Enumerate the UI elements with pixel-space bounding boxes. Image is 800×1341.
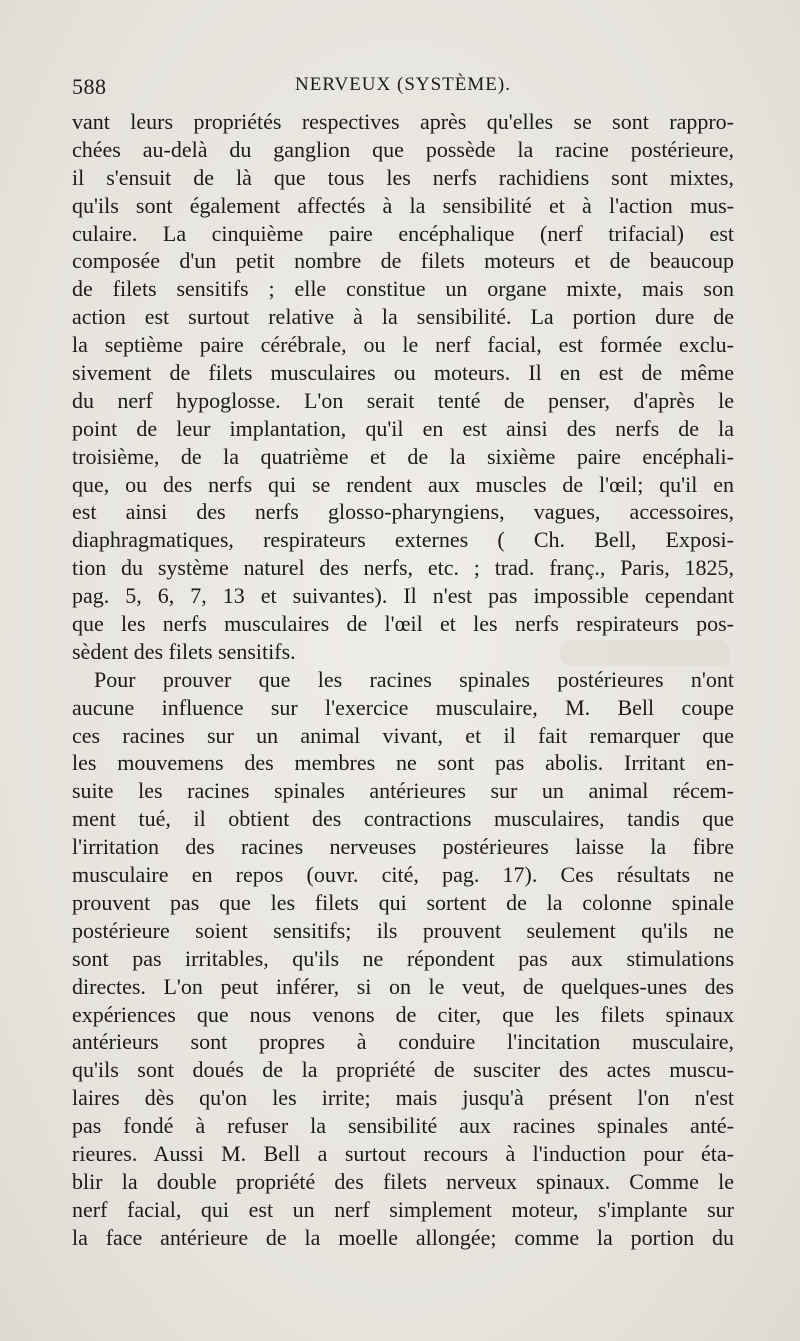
text-line: culaire. La cinquième paire encéphalique (nerf trifacial) est	[72, 220, 734, 246]
text-line: antérieurs sont propres à conduire l'incitation musculaire,	[72, 1029, 734, 1055]
text-line: directes. L'on peut inférer, si on le veut, de quelques-unes des	[72, 973, 734, 999]
text-line: sont pas irritables, qu'ils ne répondent pas aux stimulations	[72, 945, 734, 971]
running-title: NERVEUX (SYSTÈME).	[295, 74, 511, 95]
text-line: aucune influence sur l'exercice musculaire, M. Bell coupe	[72, 694, 734, 720]
text-line: l'irritation des racines nerveuses postérieures laisse la fibre	[72, 834, 734, 860]
text-line: troisième, de la quatrième et de la sixième paire encéphali-	[72, 443, 734, 469]
text-line: qu'ils sont doués de la propriété de susciter des actes muscu-	[72, 1057, 734, 1083]
text-line: la face antérieure de la moelle allongée; comme la portion du	[72, 1224, 734, 1250]
text-line: action est surtout relative à la sensibilité. La portion dure de	[72, 304, 734, 330]
text-line: du nerf hypoglosse. L'on serait tenté de penser, d'après le	[72, 387, 734, 413]
text-line: les mouvemens des membres ne sont pas abolis. Irritant en-	[72, 750, 734, 776]
page-header	[72, 70, 734, 104]
text-line: composée d'un petit nombre de filets moteurs et de beaucoup	[72, 248, 734, 274]
text-line: tion du système naturel des nerfs, etc. ; trad. franç., Paris, 1825,	[72, 555, 734, 581]
text-line: prouvent pas que les filets qui sortent de la colonne spinale	[72, 889, 734, 915]
text-line: ment tué, il obtient des contractions musculaires, tandis que	[72, 806, 734, 832]
text-line: vant leurs propriétés respectives après qu'elles se sont rappro-	[72, 109, 734, 134]
text-line: chées au-delà du ganglion que possède la racine postérieure,	[72, 136, 734, 162]
text-line: nerf facial, qui est un nerf simplement moteur, s'implante sur	[72, 1196, 734, 1222]
text-line: que, ou des nerfs qui se rendent aux muscles de l'œil; qu'il en	[72, 471, 734, 497]
page-number: 588	[72, 74, 107, 99]
text-line: point de leur implantation, qu'il en est ainsi des nerfs de la	[72, 415, 734, 441]
text-line: il s'ensuit de là que tous les nerfs rachidiens sont mixtes,	[72, 164, 734, 190]
text-line: postérieure soient sensitifs; ils prouvent seulement qu'ils ne	[72, 917, 734, 943]
text-line: pas fondé à refuser la sensibilité aux racines spinales anté-	[72, 1113, 734, 1139]
body-text	[72, 108, 734, 1252]
text-line: ces racines sur un animal vivant, et il fait remarquer que	[72, 722, 734, 748]
text-line: expériences que nous venons de citer, que les filets spinaux	[72, 1001, 734, 1027]
paragraph-start-line: Pour prouver que les racines spinales postérieures n'ont	[94, 666, 734, 692]
text-line: que les nerfs musculaires de l'œil et les nerfs respirateurs pos-	[72, 611, 734, 637]
text-line: blir la double propriété des filets nerveux spinaux. Comme le	[72, 1168, 734, 1194]
text-line: qu'ils sont également affectés à la sensibilité et à l'action mus-	[72, 192, 734, 218]
text-line: musculaire en repos (ouvr. cité, pag. 17). Ces résultats ne	[72, 862, 734, 888]
text-line: diaphragmatiques, respirateurs externes ( Ch. Bell, Exposi-	[72, 527, 734, 553]
text-line: laires dès qu'on les irrite; mais jusqu'à présent l'on n'est	[72, 1085, 734, 1111]
text-line: sivement de filets musculaires ou moteurs. Il en est de même	[72, 360, 734, 386]
text-line: de filets sensitifs ; elle constitue un organe mixte, mais son	[72, 276, 734, 302]
text-line: suite les racines spinales antérieures sur un animal récem-	[72, 778, 734, 804]
text-line: pag. 5, 6, 7, 13 et suivantes). Il n'est pas impossible cependant	[72, 583, 734, 609]
text-line: est ainsi des nerfs glosso-pharyngiens, vagues, accessoires,	[72, 499, 734, 525]
text-line: sèdent des filets sensitifs.	[72, 638, 296, 664]
text-line: rieures. Aussi M. Bell a surtout recours à l'induction pour éta-	[72, 1140, 734, 1166]
text-line: la septième paire cérébrale, ou le nerf facial, est formée exclu-	[72, 332, 734, 358]
